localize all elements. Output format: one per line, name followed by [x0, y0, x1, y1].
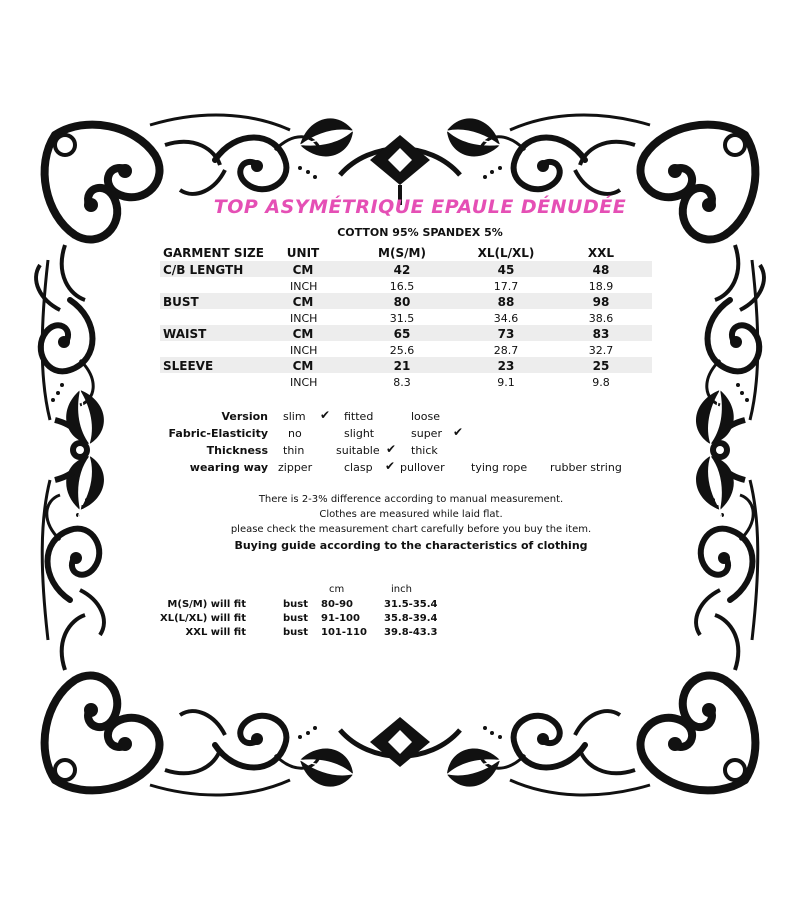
cell-value: 48 — [592, 263, 610, 277]
unit-cm: CM — [292, 327, 314, 341]
guide-inch: 31.5-35.4 — [384, 599, 438, 610]
row-label: BUST — [163, 295, 199, 309]
attr-label-elasticity: Fabric-Elasticity — [168, 427, 268, 440]
unit-inch: INCH — [290, 376, 318, 389]
header-unit: UNIT — [286, 246, 320, 260]
fabric-composition: COTTON 95% SPANDEX 5% — [337, 226, 503, 239]
check-mark-icon: ✔ — [453, 425, 464, 439]
unit-inch: INCH — [290, 344, 318, 357]
cell-value: 83 — [592, 327, 610, 341]
cell-value: 88 — [497, 295, 515, 309]
option-slight: slight — [344, 427, 375, 440]
guide-cm: 101-110 — [321, 627, 367, 638]
cell-value: 17.7 — [493, 280, 519, 293]
guide-col-cm: cm — [329, 584, 345, 595]
attr-label-thickness: Thickness — [206, 444, 268, 457]
guide-cm: 80-90 — [321, 599, 353, 610]
option-rubber-string: rubber string — [550, 461, 622, 474]
cell-value: 42 — [393, 263, 411, 277]
option-no: no — [288, 427, 302, 440]
option-clasp: clasp — [344, 461, 373, 474]
cell-value: 18.9 — [588, 280, 614, 293]
buying-guide-heading: Buying guide according to the characteristics of clothing — [234, 539, 588, 552]
cell-value: 9.8 — [592, 376, 610, 389]
header-garment-size: GARMENT SIZE — [163, 246, 264, 260]
option-loose: loose — [411, 410, 441, 423]
row-label: SLEEVE — [163, 359, 214, 373]
unit-cm: CM — [292, 263, 314, 277]
guide-part: bust — [283, 627, 309, 638]
guide-cm: 91-100 — [321, 613, 360, 624]
cell-value: 16.5 — [389, 280, 415, 293]
unit-cm: CM — [292, 295, 314, 309]
note-laid-flat: Clothes are measured while laid flat. — [319, 509, 503, 520]
cell-value: 25 — [592, 359, 610, 373]
cell-value: 23 — [497, 359, 515, 373]
cell-value: 31.5 — [389, 312, 415, 325]
guide-part: bust — [283, 613, 309, 624]
guide-inch: 35.8-39.4 — [384, 613, 438, 624]
page-title: TOP ASYMÉTRIQUE EPAULE DÉNUDÉE — [213, 196, 627, 218]
option-zipper: zipper — [278, 461, 313, 474]
cell-value: 28.7 — [493, 344, 519, 357]
cell-value: 38.6 — [588, 312, 614, 325]
option-thick: thick — [411, 444, 438, 457]
cell-value: 98 — [592, 295, 610, 309]
cell-value: 32.7 — [588, 344, 614, 357]
guide-row-label: M(S/M) will fit — [167, 599, 246, 610]
check-mark-icon: ✔ — [320, 408, 331, 422]
option-thin: thin — [283, 444, 305, 457]
guide-row-label: XXL will fit — [185, 627, 246, 638]
option-super: super — [411, 427, 442, 440]
option-pullover: pullover — [400, 461, 445, 474]
check-mark-icon: ✔ — [385, 459, 396, 473]
cell-value: 80 — [393, 295, 411, 309]
guide-col-inch: inch — [391, 584, 412, 595]
cell-value: 45 — [497, 263, 515, 277]
header-size-xxl: XXL — [587, 246, 615, 260]
cell-value: 25.6 — [389, 344, 415, 357]
row-label: WAIST — [163, 327, 207, 341]
header-size-m: M(S/M) — [378, 246, 426, 260]
guide-row-label: XL(L/XL) will fit — [159, 613, 246, 624]
note-measurement-difference: There is 2-3% difference according to manual measurement. — [258, 494, 564, 505]
option-fitted: fitted — [344, 410, 374, 423]
row-label: C/B LENGTH — [163, 263, 244, 277]
unit-cm: CM — [292, 359, 314, 373]
unit-inch: INCH — [290, 312, 318, 325]
cell-value: 21 — [393, 359, 411, 373]
guide-inch: 39.8-43.3 — [384, 627, 438, 638]
cell-value: 73 — [497, 327, 515, 341]
note-check-chart: please check the measurement chart carefully before you buy the item. — [230, 524, 592, 535]
option-tying-rope: tying rope — [471, 461, 528, 474]
cell-value: 65 — [393, 327, 411, 341]
cell-value: 9.1 — [497, 376, 515, 389]
check-mark-icon: ✔ — [386, 442, 397, 456]
cell-value: 34.6 — [493, 312, 519, 325]
attr-label-version: Version — [221, 410, 268, 423]
cell-value: 8.3 — [393, 376, 411, 389]
option-slim: slim — [283, 410, 306, 423]
header-size-xl: XL(L/XL) — [477, 246, 535, 260]
option-suitable: suitable — [336, 444, 380, 457]
guide-part: bust — [283, 599, 309, 610]
unit-inch: INCH — [290, 280, 318, 293]
attr-label-wearing-way: wearing way — [189, 461, 268, 474]
